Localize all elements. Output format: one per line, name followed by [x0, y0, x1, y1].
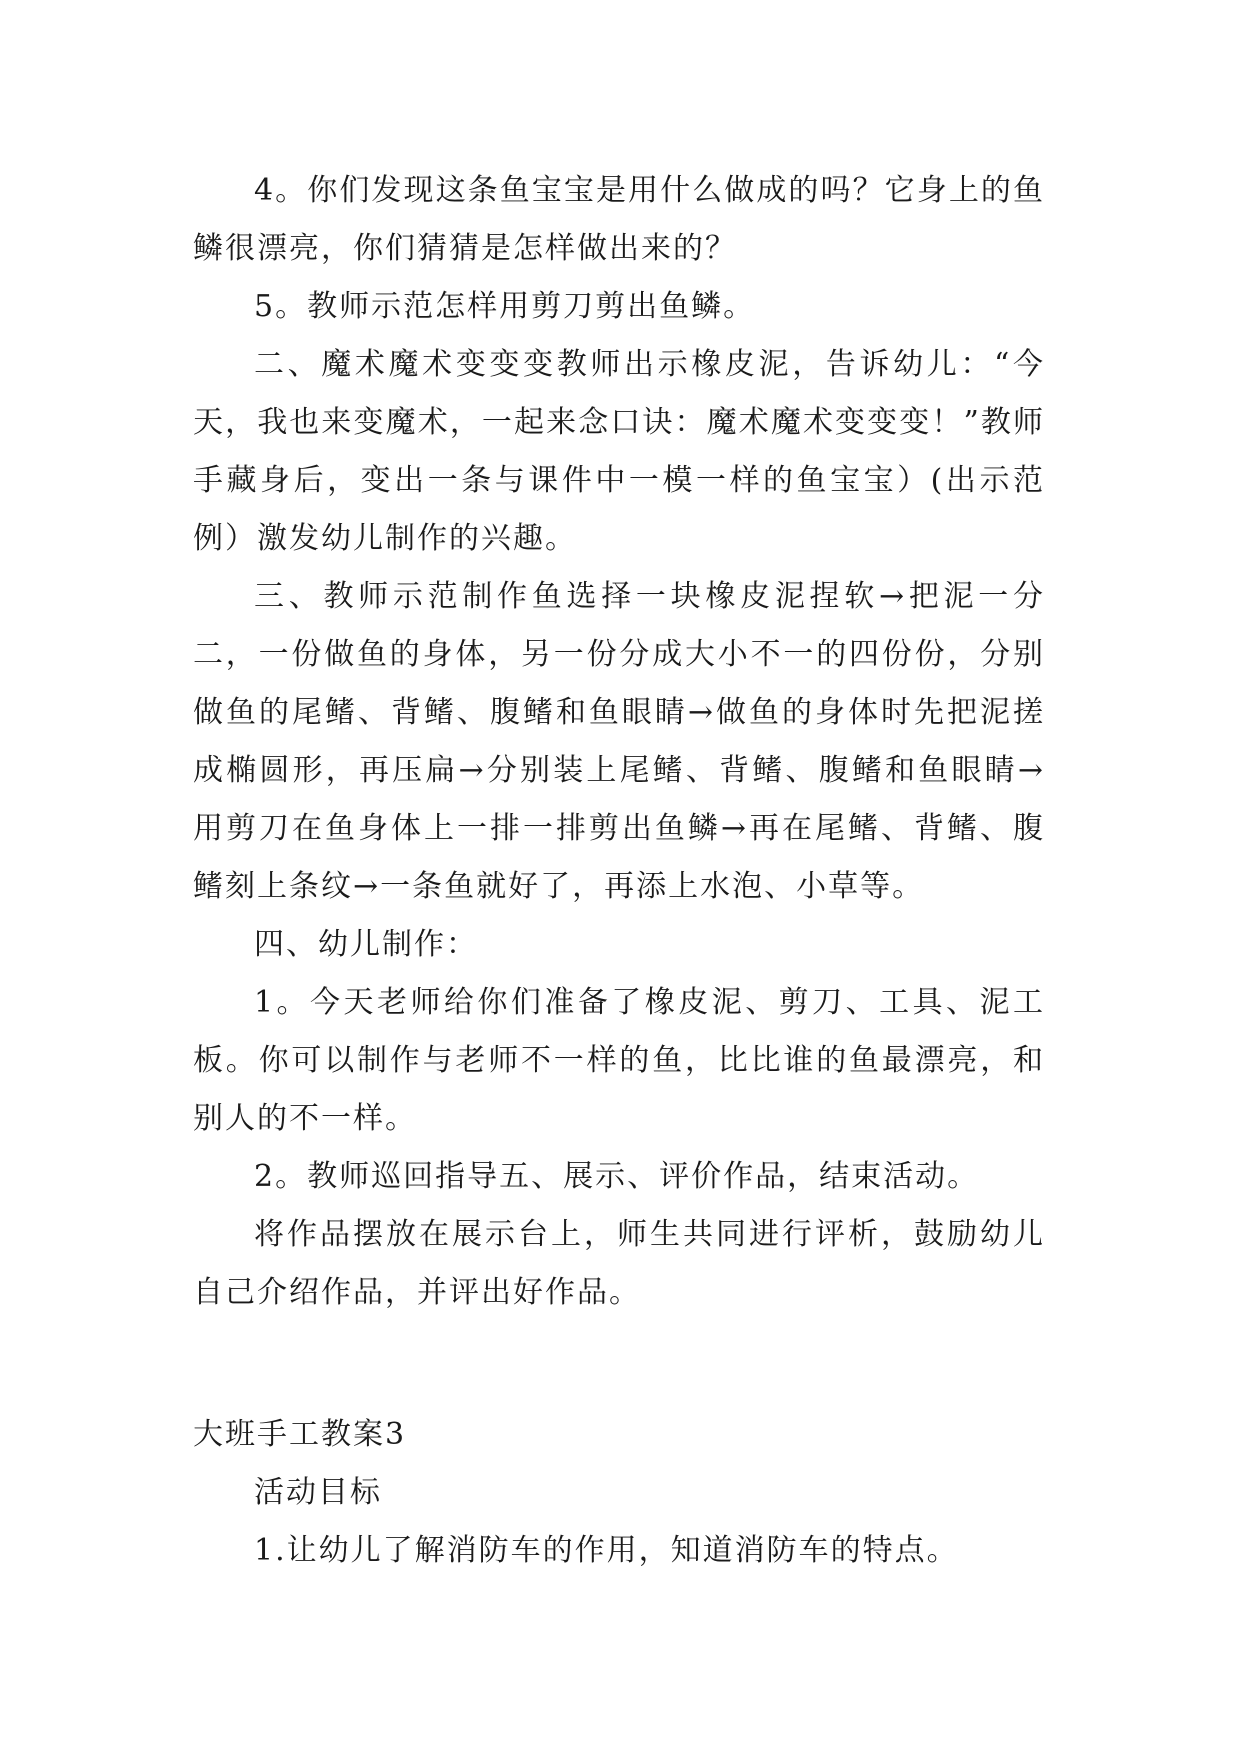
- paragraph-guidance: 2。教师巡回指导五、展示、评价作品，结束活动。: [254, 1159, 980, 1194]
- paragraph-4: 4。你们发现这条鱼宝宝是用什么做成的吗？它身上的鱼鳞很漂亮，你们猜猜是怎样做出来的？: [193, 173, 1045, 266]
- document-body: [193, 162, 1045, 1580]
- section-heading: 大班手工教案3: [193, 1417, 407, 1452]
- paragraph-materials: 1。今天老师给你们准备了橡皮泥、剪刀、工具、泥工板。你可以制作与老师不一样的鱼，比比谁的鱼最漂亮，和别人的不一样。: [193, 985, 1045, 1136]
- paragraph-magic: 二、魔术魔术变变变教师出示橡皮泥，告诉幼儿：“今天，我也来变魔术，一起来念口诀：魔术魔术变变变！”教师手藏身后，变出一条与课件中一模一样的鱼宝宝）(出示范例）激发幼儿制作的兴趣。: [193, 347, 1045, 556]
- goal-item-1: 1.让幼儿了解消防车的作用，知道消防车的特点。: [254, 1533, 959, 1568]
- subheading-goals: 活动目标: [254, 1475, 382, 1510]
- paragraph-demo: 三、教师示范制作鱼选择一块橡皮泥捏软→把泥一分二，一份做鱼的身体，另一份分成大小不一的四份份，分别做鱼的尾鳍、背鳍、腹鳍和鱼眼睛→做鱼的身体时先把泥搓成椭圆形，再压扁→分别装上尾鳍、背鳍、腹鳍和鱼眼睛→用剪刀在鱼身体上一排一排剪出鱼鳞→再在尾鳍、背鳍、腹鳍刻上条纹→一条鱼就好了，再添上水泡、小草等。: [193, 579, 1045, 904]
- paragraph-children-make: 四、幼儿制作：: [254, 927, 478, 962]
- paragraph-5: 5。教师示范怎样用剪刀剪出鱼鳞。: [254, 289, 756, 324]
- paragraph-display: 将作品摆放在展示台上，师生共同进行评析，鼓励幼儿自己介绍作品，并评出好作品。: [193, 1217, 1045, 1310]
